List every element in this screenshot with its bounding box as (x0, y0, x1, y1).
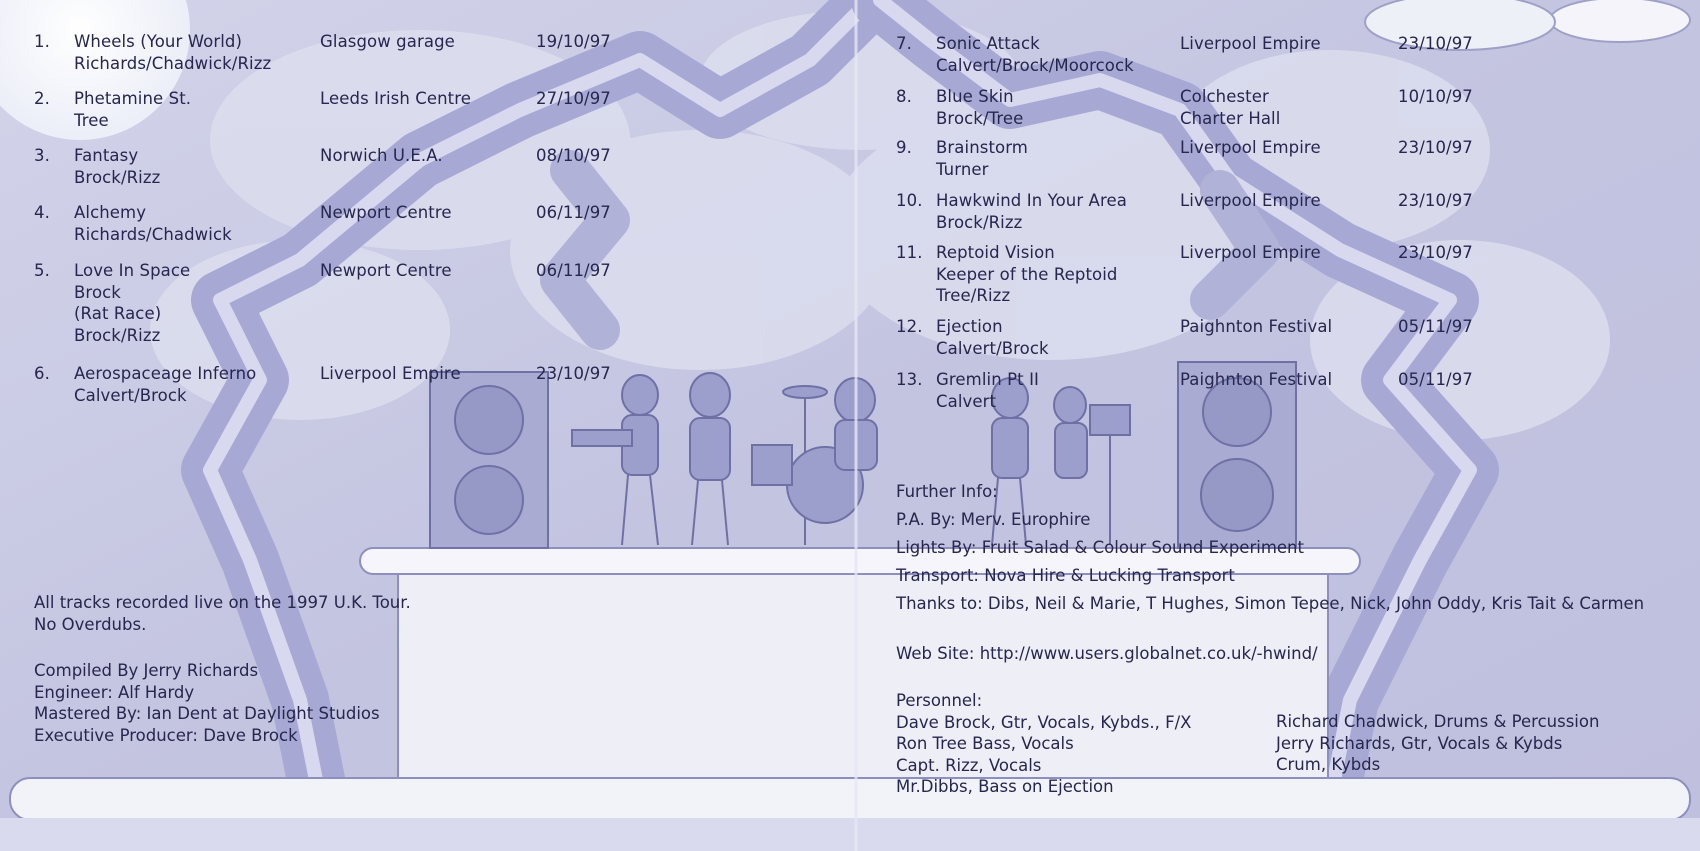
track-subtitle: Keeper of the Reptoid (936, 264, 1118, 284)
track-title: Hawkwind In Your Area (936, 191, 1127, 210)
track-number: 10. (896, 191, 923, 210)
track-number: 11. (896, 243, 923, 262)
track-date: 06/11/97 (536, 261, 611, 280)
track-composer: Brock/Tree (936, 108, 1024, 128)
personnel-entry: Jerry Richards, Gtr, Vocals & Kybds (1276, 733, 1563, 753)
track-date: 05/11/97 (1398, 317, 1473, 336)
track-composer: Richards/Chadwick/Rizz (74, 53, 272, 73)
track-number: 13. (896, 370, 923, 389)
credit-line: Compiled By Jerry Richards (34, 661, 259, 680)
credit-line: Engineer: Alf Hardy (34, 682, 195, 702)
track-title: Gremlin Pt II (936, 370, 1039, 389)
further-info-heading: Further Info: (896, 482, 998, 501)
personnel-entry: Capt. Rizz, Vocals (896, 755, 1042, 775)
track-number: 4. (34, 203, 50, 222)
track-date: 23/10/97 (1398, 138, 1473, 157)
track-composer: Calvert/Brock/Moorcock (936, 55, 1134, 75)
track-venue: Leeds Irish Centre (320, 89, 472, 108)
track-venue: Paighnton Festival (1180, 370, 1333, 389)
credit-line: Executive Producer: Dave Brock (34, 725, 298, 745)
personnel-entry: Dave Brock, Gtr, Vocals, Kybds., F/X (896, 712, 1192, 732)
pa-credit: P.A. By: Merv. Europhire (896, 510, 1091, 529)
personnel-entry: Richard Chadwick, Drums & Percussion (1276, 712, 1600, 731)
track-venue: Colchester (1180, 87, 1269, 106)
track-composer: Tree/Rizz (936, 286, 1011, 305)
track-subtitle: (Rat Race) (74, 304, 162, 323)
track-composer: Calvert/Brock (74, 385, 187, 405)
track-venue: Newport Centre (320, 203, 452, 222)
personnel-entry: Ron Tree Bass, Vocals (896, 734, 1074, 753)
track-number: 8. (896, 87, 912, 106)
production-credits (34, 660, 380, 746)
credit-line: Mastered By: Ian Dent at Daylight Studios (34, 704, 380, 723)
further-info (896, 478, 1644, 618)
track-number: 3. (34, 146, 50, 165)
track-number: 9. (896, 138, 912, 157)
track-venue: Liverpool Empire (320, 364, 461, 383)
track-venue-line2: Charter Hall (1180, 108, 1281, 128)
track-number: 7. (896, 34, 912, 53)
track-composer: Richards/Chadwick (74, 224, 232, 244)
lights-credit: Lights By: Fruit Salad & Colour Sound Experiment (896, 538, 1304, 557)
track-number: 12. (896, 317, 923, 336)
track-title: Reptoid Vision (936, 243, 1055, 262)
track-date: 10/10/97 (1398, 87, 1473, 106)
track-composer: Brock/Rizz (936, 212, 1023, 232)
track-venue: Newport Centre (320, 261, 452, 280)
track-date: 23/10/97 (1398, 243, 1473, 262)
track-title: Blue Skin (936, 87, 1014, 106)
track-composer: Tree (74, 110, 109, 130)
track-composer: Brock/Rizz (74, 167, 161, 187)
track-title: Ejection (936, 317, 1003, 336)
personnel-heading: Personnel: (896, 691, 983, 710)
track-venue: Paighnton Festival (1180, 317, 1333, 336)
track-title: Sonic Attack (936, 34, 1040, 53)
website-line: Web Site: http://www.users.globalnet.co.uk/-hwind/ (896, 644, 1318, 663)
track-venue: Liverpool Empire (1180, 34, 1321, 53)
track-date: 08/10/97 (536, 146, 611, 165)
track-title: Phetamine St. (74, 89, 192, 108)
track-date: 23/10/97 (1398, 34, 1473, 53)
overdubs-note: No Overdubs. (34, 614, 147, 634)
track-venue: Liverpool Empire (1180, 138, 1321, 157)
track-date: 23/10/97 (536, 364, 611, 383)
track-number: 6. (34, 364, 50, 383)
track-title: Alchemy (74, 203, 147, 222)
track-date: 27/10/97 (536, 89, 611, 108)
track-venue: Glasgow garage (320, 32, 455, 51)
track-venue: Norwich U.E.A. (320, 146, 443, 165)
track-title: Brainstorm (936, 138, 1028, 157)
track-date: 05/11/97 (1398, 370, 1473, 389)
track-title: Love In Space (74, 261, 191, 280)
track-number: 5. (34, 261, 50, 280)
track-composer: Brock/Rizz (74, 325, 161, 345)
recording-note: All tracks recorded live on the 1997 U.K. Tour. (34, 593, 411, 612)
transport-credit: Transport: Nova Hire & Lucking Transport (896, 566, 1235, 585)
personnel-right (1276, 711, 1599, 776)
track-venue: Liverpool Empire (1180, 191, 1321, 210)
track-composer: Brock (74, 282, 121, 302)
track-number: 1. (34, 32, 50, 51)
personnel-entry: Crum, Kybds (1276, 755, 1381, 774)
track-title: Aerospaceage Inferno (74, 364, 257, 383)
track-venue: Liverpool Empire (1180, 243, 1321, 262)
track-composer: Turner (936, 159, 989, 179)
track-date: 06/11/97 (536, 203, 611, 222)
thanks-line: Thanks to: Dibs, Neil & Marie, T Hughes, Simon Tepee, Nick, John Oddy, Kris Tait & Carmen (896, 594, 1645, 613)
track-title: Fantasy (74, 146, 139, 165)
personnel-entry: Mr.Dibbs, Bass on Ejection (896, 777, 1114, 796)
recording-notes (34, 592, 411, 635)
track-date: 23/10/97 (1398, 191, 1473, 210)
track-title: Wheels (Your World) (74, 32, 243, 51)
track-composer: Calvert/Brock (936, 338, 1049, 358)
track-date: 19/10/97 (536, 32, 611, 51)
track-composer: Calvert (936, 391, 997, 411)
personnel-left (896, 690, 1191, 798)
track-number: 2. (34, 89, 50, 108)
